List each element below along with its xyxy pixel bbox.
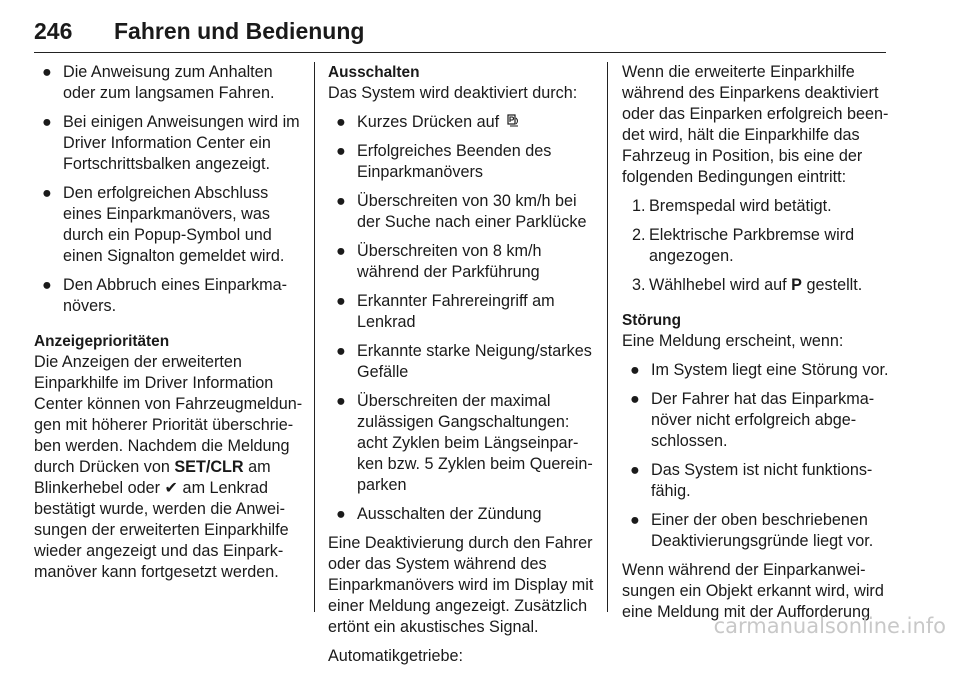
list-item: ● Die Anweisung zum Anhalten oder zum langsamen Fahren. <box>42 63 275 102</box>
list-item: ● Den Abbruch eines Einparkma-növers. <box>42 276 288 315</box>
paragraph: Die Anzeigen der erweiterten Einparkhilfe im Driver Information Center können von Fahrzeugmeldun-gen mit höherer Priorität überschrie-ben werden. Nachdem die Meldung durch Drücken von SET/CLR am Blinkerhebel oder ✔ am Lenkrad bestätigt wurde, werden die Anwei-sungen der erweiterten Einparkhilfe wieder angezeigt und das Einpark-manöver kann fortgesetzt werden. <box>34 353 303 581</box>
paragraph: Wenn die erweiterte Einparkhilfe während des Einparkens deaktiviert oder das Einparken erfolgreich been-det wird, hält die Einparkhilfe das Fahrzeug in Position, bis eine der folgenden Bedingungen eintritt: <box>622 63 889 186</box>
section-heading: Störung <box>622 312 681 329</box>
bullet-list <box>328 112 596 525</box>
chapter-title: Fahren und Bedienung <box>114 18 365 44</box>
page-number: 246 <box>34 18 73 44</box>
list-item: ● Überschreiten von 30 km/h bei der Suche nach einer Parklücke <box>336 192 587 231</box>
check-icon: ✔ <box>164 479 179 497</box>
list-item: ● Überschreiten von 8 km/h während der Parkführung <box>336 242 542 281</box>
list-item: ● Das System ist nicht funktions-fähig. <box>630 461 873 500</box>
bullet-list <box>622 360 892 552</box>
list-item: ● Bei einigen Anweisungen wird im Driver Information Center ein Fortschrittsbalken angezeigt. <box>42 113 300 173</box>
list-item: ● Erkannter Fahrereingriff am Lenkrad <box>336 292 555 331</box>
column-divider <box>607 62 608 612</box>
list-item: ● Überschreiten der maximal zulässigen Gangschaltungen: acht Zyklen beim Längseinpar-ken bzw. 5 Zyklen beim Querein-parken <box>336 392 593 494</box>
paragraph: Eine Deaktivierung durch den Fahrer oder das System während des Einparkmanövers wird im Display mit einer Meldung angezeigt. Zusätzlich ertönt ein akustisches Signal. <box>328 534 594 636</box>
park-assist-icon <box>507 114 520 128</box>
list-item: ● Der Fahrer hat das Einparkma-növer nicht erfolgreich abge-schlossen. <box>630 390 875 450</box>
paragraph: Eine Meldung erscheint, wenn: <box>622 332 844 350</box>
paragraph: Automatikgetriebe: <box>328 647 463 665</box>
list-item: ● Erkannte starke Neigung/starkes Gefälle <box>336 342 592 381</box>
section-heading: Ausschalten <box>328 64 420 81</box>
list-item: ● Im System liegt eine Störung vor. <box>630 361 889 379</box>
numbered-list <box>622 196 892 296</box>
list-item: ● Erfolgreiches Beenden des Einparkmanövers <box>336 142 552 181</box>
list-item: 1. Bremspedal wird betätigt. <box>632 197 832 215</box>
list-item: 3. Wählhebel wird auf P gestellt. <box>632 276 863 294</box>
column-left <box>34 62 306 591</box>
list-item: ● Ausschalten der Zündung <box>336 505 542 523</box>
column-middle <box>328 62 596 675</box>
paragraph: Wenn während der Einparkanwei-sungen ein Objekt erkannt wird, wird eine Meldung mit der Aufforderung <box>622 561 884 621</box>
list-item: ● Den erfolgreichen Abschluss eines Einparkmanövers, was durch ein Popup-Symbol und einen Signalton gemeldet wird. <box>42 184 285 265</box>
list-item: ● Einer der oben beschriebenen Deaktivierungsgründe liegt vor. <box>630 511 874 550</box>
paragraph: Das System wird deaktiviert durch: <box>328 84 578 102</box>
column-right <box>622 62 892 631</box>
list-item: 2. Elektrische Parkbremse wird angezogen. <box>632 226 855 265</box>
watermark: carmanualsonline.info <box>713 614 946 638</box>
section-heading: Anzeigeprioritäten <box>34 333 170 350</box>
page-header <box>34 12 886 53</box>
list-item: ● Kurzes Drücken auf <box>328 112 596 133</box>
bullet-list <box>34 62 306 317</box>
column-divider <box>314 62 315 612</box>
